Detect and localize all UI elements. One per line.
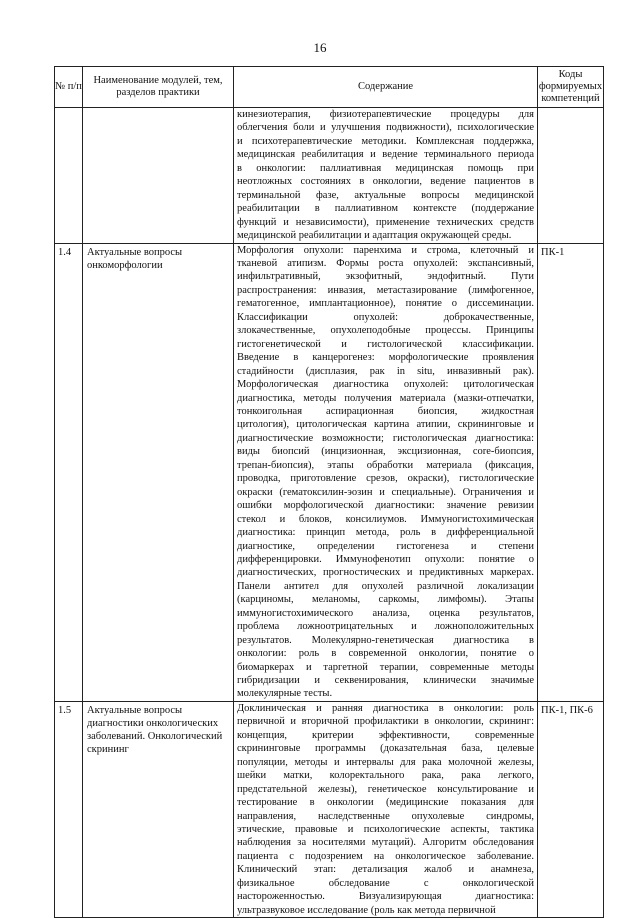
- content-line: проблема ложноотрицательных и ложноположительных: [237, 621, 534, 633]
- content-line: диагностика, методы получения материала (мазки-отпечатки,: [237, 392, 534, 404]
- content-line: наблюдения за носителями мутаций). Алгоритм обследования: [237, 837, 534, 849]
- content-line: биомаркерах и таргетной терапии, современные методы: [237, 661, 534, 673]
- row-title: Актуальные вопросы диагностики онкологических заболеваний. Онкологический скрининг: [83, 701, 234, 917]
- content-line: облегчения боли и улучшения подвижности), психологические: [237, 122, 534, 134]
- header-name: Наименование модулей, тем, разделов практики: [83, 67, 234, 108]
- content-line: пациента с подозрением на онкологическое заболевание.: [237, 850, 534, 862]
- content-line: первичной и вторичной профилактики в онкологии, скрининг:: [237, 716, 534, 728]
- content-line: медицинской реабилитации и адаптация окружающей среды.: [237, 230, 512, 242]
- content-line: Морфология опухоли: паренхима и строма, клеточный и: [237, 244, 534, 256]
- content-line: результатов. Молекулярно-генетическая диагностика в: [237, 634, 534, 646]
- content-line: онкологии: роль в современной онкологии, понятие о: [237, 648, 534, 660]
- header-content: Содержание: [234, 67, 538, 108]
- content-line: тестирование в онкологии (медицинские показания для: [237, 797, 534, 809]
- content-line: скрининговые программы (доказательная база, целевые: [237, 743, 534, 755]
- content-line: этические, правовые и психологические аспекты, тактика: [237, 824, 534, 836]
- content-line: Панели антител для опухолей различной локализации: [237, 580, 534, 592]
- row-title: [83, 108, 234, 244]
- content-line: Доклиническая и ранняя диагностика в онкологии: роль: [237, 702, 534, 714]
- content-line: распространения: инвазия, метастазирование (лимфогенное,: [237, 284, 534, 296]
- content-line: диагностика: принцип метода, роль в дифференциальной: [237, 527, 534, 539]
- content-line: (карциномы, меланомы, саркомы, лимфомы). Этапы: [237, 594, 534, 606]
- content-line: стадийности (дисплазия, рак in situ, инвазивный рак).: [237, 365, 534, 377]
- table-row: [55, 243, 604, 701]
- content-line: Морфологическая диагностика опухолей: цитологическая: [237, 379, 534, 391]
- row-number: [55, 108, 83, 244]
- content-line: злокачественные, опухолеподобные процессы. Принципы: [237, 325, 534, 337]
- content-line: ультразвуковое исследование (роль как метода первичной: [237, 904, 496, 916]
- content-line: проводка, приготовление срезов, окраски), гистологические: [237, 473, 534, 485]
- row-codes: ПК-1: [538, 243, 604, 701]
- content-line: функций и независимости), применение технических средств: [237, 216, 534, 228]
- content-line: в онкологии: паллиативная медицинская помощь при: [237, 162, 534, 174]
- content-line: медицинская реабилитация и ведение терминального периода: [237, 149, 534, 161]
- content-line: тканевой атипизм. Формы роста опухолей: экспансивный,: [237, 257, 534, 269]
- content-line: физикальное обследование с онкологической: [237, 877, 534, 889]
- header-codes: Коды формируемых компетенций: [538, 67, 604, 108]
- content-line: инфильтративный, экзофитный, эндофитный. Пути: [237, 271, 534, 283]
- content-line: и психотерапевтические методики. Комплексная поддержка,: [237, 135, 534, 147]
- content-line: тонкоигольная аспирационная биопсия, жидкостная: [237, 405, 534, 417]
- content-line: стекол и блоков, консилиумов. Иммуногистохимическая: [237, 513, 534, 525]
- content-line: диагностические возможности; гистологическая диагностика:: [237, 432, 534, 444]
- content-line: популяции, методы и интервалы для рака молочной железы,: [237, 756, 534, 768]
- row-content: [234, 701, 538, 917]
- content-line: трепан-биопсия), этапы обработки материала (фиксация,: [237, 459, 534, 471]
- content-line: дифференцировки. Иммунофенотип опухоли: понятие о: [237, 553, 534, 565]
- row-number: 1.4: [55, 243, 83, 701]
- content-line: шейки матки, колоректального рака, рака легкого,: [237, 770, 534, 782]
- content-line: предстательной железы), генетическое консультирование и: [237, 783, 534, 795]
- table-header-row: [55, 67, 604, 108]
- content-line: реабилитации в паллиативном контексте (поддержание: [237, 203, 534, 215]
- content-line: направления, наследственные опухолевые синдромы,: [237, 810, 534, 822]
- content-line: гематогенное, имплантационное), понятие о диссеминации.: [237, 298, 534, 310]
- content-line: Введение в канцерогенез: морфологические проявления: [237, 352, 534, 364]
- content-line: гибридизации и секвенирования, клинически значимые: [237, 675, 534, 687]
- content-line: окраски (гематоксилин-эозин и специальные). Ограничения и: [237, 486, 534, 498]
- row-title: Актуальные вопросы онкоморфологии: [83, 243, 234, 701]
- row-number: 1.5: [55, 701, 83, 917]
- content-line: кинезиотерапия, физиотерапевтические процедуры для: [237, 109, 534, 120]
- content-line: цитология), цитологическая картина атипии, скрининговые и: [237, 419, 534, 431]
- content-line: диагностических, прогностических и предиктивных маркерах.: [237, 567, 534, 579]
- row-codes: [538, 108, 604, 244]
- content-line: концепция, критерии эффективности, современные: [237, 729, 534, 741]
- content-line: настороженностью. Визуализирующая диагностика:: [237, 891, 534, 903]
- content-line: Классификации опухолей: доброкачественные,: [237, 311, 534, 323]
- header-num: № п/п: [55, 67, 83, 108]
- table-row: [55, 701, 604, 917]
- content-line: виды биопсий (инцизионная, эксцизионная, core-биопсия,: [237, 446, 534, 458]
- curriculum-table: [54, 66, 604, 918]
- page-number: 16: [313, 40, 327, 55]
- content-line: иммуногистохимического анализа, оценка результатов,: [237, 607, 534, 619]
- content-line: терминальной фазе, актуальные вопросы медицинской: [237, 189, 534, 201]
- table-row: [55, 108, 604, 244]
- row-content: [234, 243, 538, 701]
- content-line: гистогенетической и гистологической классификации.: [237, 338, 534, 350]
- content-line: ошибки морфологической диагностики: значение ревизии: [237, 500, 534, 512]
- content-line: диагностике, определении гистогенеза и степени: [237, 540, 534, 552]
- row-codes: ПК-1, ПК-6: [538, 701, 604, 917]
- content-line: Клинический этап: детализация жалоб и анамнеза,: [237, 864, 534, 876]
- content-line: неотложных состояниях в онкологии, ведение пациентов в: [237, 176, 534, 188]
- content-line: молекулярные тесты.: [237, 688, 333, 700]
- row-content: [234, 108, 538, 244]
